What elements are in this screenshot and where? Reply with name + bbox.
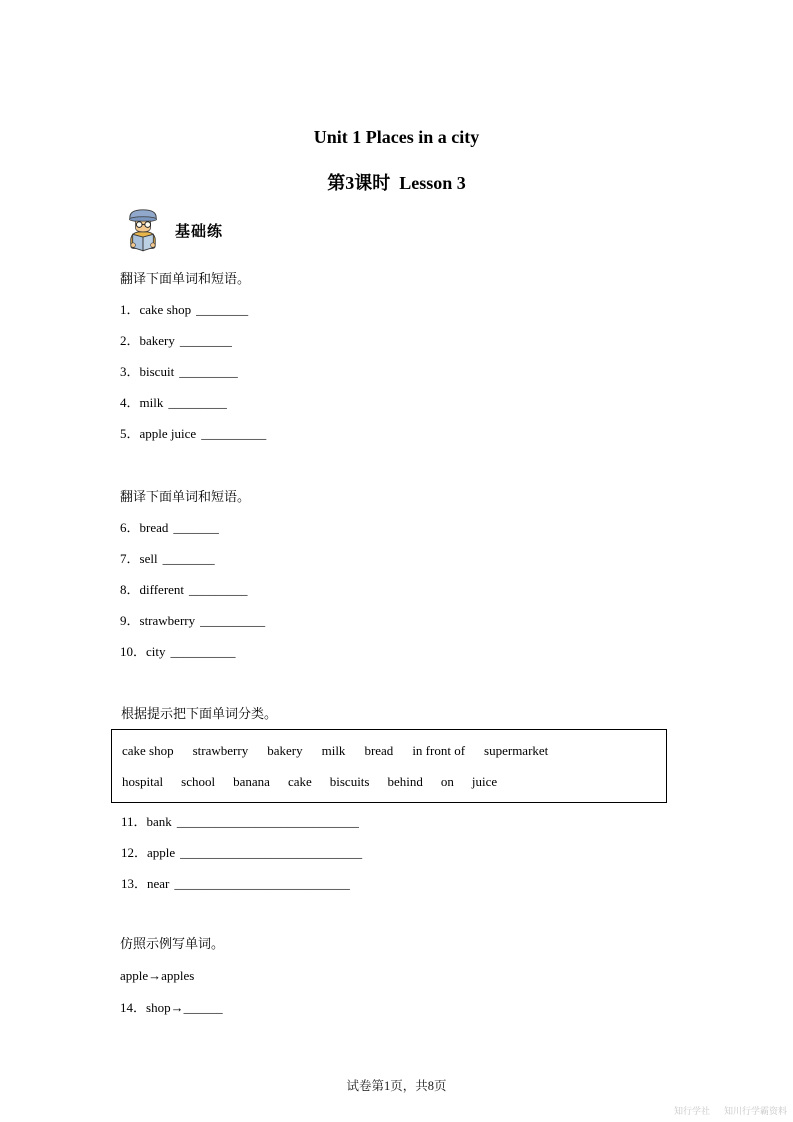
answer-blank: ________ (196, 302, 249, 317)
question-word: milk (139, 395, 164, 410)
answer-blank: ________ (162, 551, 215, 566)
question-word: bakery (139, 333, 175, 348)
question-item (120, 574, 683, 605)
word-bank-word: hospital (122, 774, 164, 789)
instruction-text: 根据提示把下面单词分类。 (121, 706, 278, 721)
answer-blank: _________ (179, 364, 238, 379)
watermark-text: 知川行学霸资料 (723, 1106, 787, 1116)
instruction-text: 翻译下面单词和短语。 (120, 489, 251, 504)
answer-blank: __________ (170, 644, 236, 659)
question-item (120, 992, 683, 1024)
word-bank-word: in front of (412, 743, 466, 758)
word-bank-word: cake shop (122, 743, 174, 758)
question-number: 4． (120, 395, 140, 410)
question-word: near (147, 876, 170, 891)
question-word: cake shop (139, 302, 192, 317)
answer-blank: _________ (189, 582, 248, 597)
question-word: sell (139, 551, 158, 566)
question-item (111, 806, 683, 837)
question-item (120, 636, 683, 667)
question-list (120, 512, 683, 667)
question-number: 9． (120, 613, 140, 628)
question-item (111, 868, 683, 899)
question-number: 10． (120, 644, 147, 659)
question-item (120, 356, 683, 387)
word-bank-word: juice (471, 774, 498, 789)
page-title: Unit 1 Places in a city (313, 127, 480, 147)
question-word: bread (139, 520, 169, 535)
question-word: city (146, 644, 166, 659)
question-number: 6． (120, 520, 140, 535)
practice-badge (124, 207, 223, 254)
page-subtitle: 第3课时 Lesson 3 (327, 173, 466, 193)
boy-reading-icon (124, 207, 162, 254)
answer-blank: ___________________________ (174, 876, 350, 891)
answer-blank: ______ (183, 1000, 223, 1015)
question-number: 11． (121, 814, 147, 829)
word-bank-word: cake (287, 774, 312, 789)
example-text: apple→apples (120, 968, 195, 983)
section-translate-1 (120, 263, 683, 449)
word-bank-word: on (440, 774, 454, 789)
word-bank-row (122, 766, 656, 797)
question-number: 5． (120, 426, 140, 441)
word-bank-word: bakery (267, 743, 303, 758)
question-word: apple juice (139, 426, 197, 441)
question-item (120, 512, 683, 543)
word-bank-word: biscuits (329, 774, 370, 789)
question-number: 13． (121, 876, 148, 891)
question-word: different (139, 582, 185, 597)
answer-blank: _______ (173, 520, 219, 535)
question-list (111, 806, 683, 899)
question-word: strawberry (139, 613, 196, 628)
word-bank-row (122, 735, 656, 766)
question-item (120, 605, 683, 636)
section-translate-2 (120, 481, 683, 667)
section-classify (111, 698, 683, 899)
watermark (674, 1104, 787, 1117)
word-bank-word: strawberry (192, 743, 249, 758)
question-item (120, 294, 683, 325)
question-word: shop→ (146, 1000, 184, 1015)
question-word: bank (146, 814, 172, 829)
question-word: apple (147, 845, 176, 860)
instruction-text: 仿照示例写单词。 (120, 936, 225, 951)
question-item (111, 837, 683, 868)
question-item (120, 418, 683, 449)
question-number: 3． (120, 364, 140, 379)
word-bank-word: milk (321, 743, 346, 758)
page-footer: 试卷第1页，共8页 (346, 1079, 447, 1093)
question-number: 8． (120, 582, 140, 597)
question-list (120, 992, 683, 1024)
word-bank-word: supermarket (484, 743, 549, 758)
question-item (120, 387, 683, 418)
watermark-text: 知行学社 (673, 1106, 710, 1116)
badge-label: 基础练 (175, 224, 224, 240)
answer-blank: __________ (201, 426, 267, 441)
answer-blank: ____________________________ (176, 814, 359, 829)
question-number: 7． (120, 551, 140, 566)
answer-blank: __________ (200, 613, 266, 628)
question-item (120, 543, 683, 574)
word-bank-word: behind (387, 774, 423, 789)
question-number: 2． (120, 333, 140, 348)
word-bank-word: banana (233, 774, 270, 789)
question-number: 14． (120, 1000, 147, 1015)
answer-blank: ________ (179, 333, 232, 348)
instruction-text: 翻译下面单词和短语。 (120, 271, 251, 286)
answer-blank: ____________________________ (180, 845, 363, 860)
section-plural (120, 928, 683, 1024)
question-list (120, 294, 683, 449)
question-number: 12． (121, 845, 148, 860)
question-item (120, 325, 683, 356)
question-number: 1． (120, 302, 140, 317)
question-word: biscuit (139, 364, 175, 379)
word-bank-word: bread (364, 743, 394, 758)
word-bank-word: school (181, 774, 216, 789)
answer-blank: _________ (168, 395, 227, 410)
word-bank-box (111, 729, 667, 803)
